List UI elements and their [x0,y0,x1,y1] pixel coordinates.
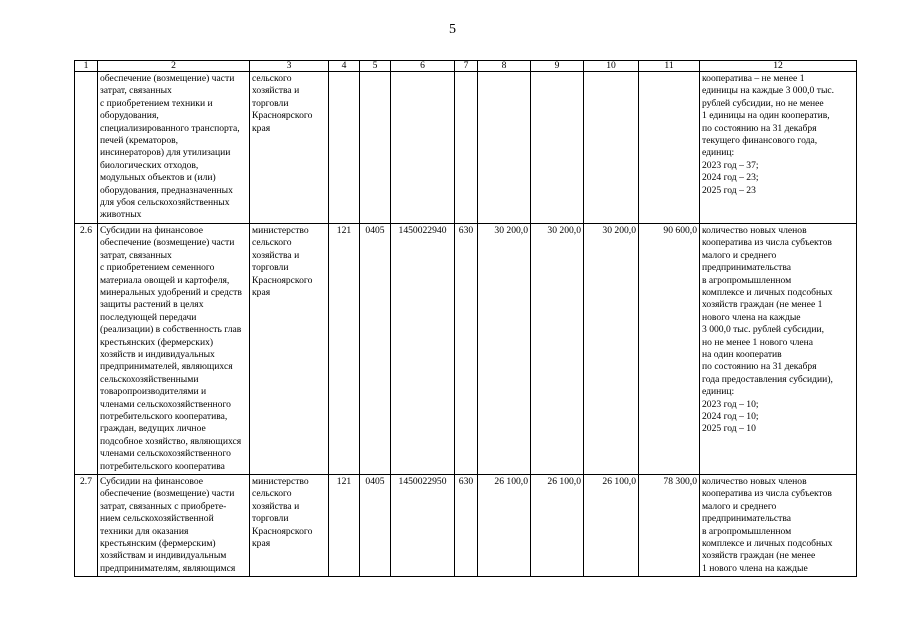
executor-name-line: сельского [252,237,292,249]
measure-name-line: для убоя сельскохозяйственных [100,197,230,209]
amount-total [639,72,700,224]
column-header-7: 7 [455,61,478,72]
executor-name-line: хозяйства и [252,85,300,97]
executor-name-line: торговли [252,97,289,109]
expected-result-line: малого и среднего [702,249,777,261]
measure-name-line: Субсидии на финансовое [100,476,204,487]
expected-result-line: количество новых членов [702,224,807,236]
measure-name-line: специализированного транспорта, [100,122,240,134]
measure-name-line: техники для оказания [100,525,189,537]
executor-name-line: края [252,122,271,134]
column-header-3: 3 [250,61,329,72]
expected-result-line: в агропромышленном [702,525,792,537]
code-rzpr [360,72,391,224]
executor-name [250,475,329,577]
measure-name-line: хозяйств и индивидуальных [100,348,215,360]
expected-result-line: единиц: [702,147,735,159]
code-grbs: 121 [329,475,360,577]
table-row [75,475,857,577]
column-header-6: 6 [391,61,455,72]
expected-result-line: хозяйств граждан (не менее [702,550,816,562]
measure-name-line: подсобное хозяйство, являющихся [100,435,242,447]
measure-name-line: (реализации) в собственность глав [100,324,242,336]
code-grbs: 121 [329,223,360,474]
expected-result-line: комплексе и личных подсобных [702,286,833,298]
row-number [75,72,98,224]
column-header-11: 11 [639,61,700,72]
expected-result-line: кооператива – не менее 1 [702,73,805,84]
expected-result-line: единиц: [702,386,735,398]
expected-result-line: на один кооператив [702,348,782,360]
executor-name-line: Красноярского [252,525,313,537]
measure-name-line: затрат, связанных с приобрете- [100,500,227,512]
expected-result-line: хозяйств граждан (не менее 1 [702,299,823,311]
measure-name-line: обеспечение (возмещение) части [100,73,235,84]
executor-name-line: Красноярского [252,110,313,122]
column-header-5: 5 [360,61,391,72]
amount-total: 90 600,0 [639,223,700,474]
code-rzpr: 0405 [360,223,391,474]
expected-result-line: комплексе и личных подсобных [702,538,833,550]
measure-name [98,223,250,474]
measure-name-line: минеральных удобрений и средств [100,286,242,298]
expected-result-line: 1 нового члена на каждые [702,562,808,574]
column-header-9: 9 [531,61,584,72]
amount-2024: 30 200,0 [531,223,584,474]
expected-result-line: 1 единицы на один кооператив, [702,110,830,122]
code-grbs [329,72,360,224]
amount-2025: 26 100,0 [584,475,639,577]
code-rzpr: 0405 [360,475,391,577]
measure-name-line: животных [100,209,142,221]
measure-name [98,72,250,224]
measure-name-line: потребительского кооператива [100,460,225,472]
expected-result-line: 2025 год – 23 [702,184,756,196]
measure-name-line: потребительского кооператива, [100,410,228,422]
amount-2024 [531,72,584,224]
measure-name-line: с приобретением техники и [100,97,213,109]
code-vr: 630 [455,475,478,577]
measure-name-line: сельскохозяйственными [100,373,199,385]
measure-name-line: предпринимателям, являющимся [100,562,236,574]
measure-name-line: затрат, связанных [100,249,172,261]
executor-name-line: торговли [252,513,289,525]
measure-name-line: материала овощей и картофеля, [100,274,230,286]
amount-2024: 26 100,0 [531,475,584,577]
measure-name-line: биологических отходов, [100,159,199,171]
measure-name [98,475,250,577]
measure-name-line: последующей передачи [100,311,197,323]
expected-result [700,72,857,224]
code-csr: 1450022950 [391,475,455,577]
measure-name-line: членами сельскохозяйственного [100,398,231,410]
code-vr: 630 [455,223,478,474]
header-row [75,61,857,72]
expected-result-line: текущего финансового года, [702,135,818,147]
executor-name [250,223,329,474]
expected-result-line: кооператива из числа субъектов [702,488,832,500]
code-csr [391,72,455,224]
measure-name-line: крестьянским (фермерским) [100,538,216,550]
executor-name-line: министерство [252,224,309,236]
expected-result-line: количество новых членов [702,476,807,487]
expected-result-line: предпринимательства [702,513,792,525]
expected-result-line: 3 000,0 тыс. рублей субсидии, [702,324,825,336]
executor-name-line: сельского [252,73,292,84]
expected-result-line: предпринимательства [702,262,792,274]
column-header-2: 2 [98,61,250,72]
expected-result-line: нового члена на каждые [702,311,801,323]
executor-name-line: края [252,286,271,298]
executor-name-line: министерство [252,476,309,487]
executor-name-line: хозяйства и [252,249,300,261]
column-header-4: 4 [329,61,360,72]
measure-name-line: инсинераторов) для утилизации [100,147,231,159]
table-row [75,72,857,224]
measure-name-line: затрат, связанных [100,85,172,97]
amount-2025: 30 200,0 [584,223,639,474]
expected-result-line: 2023 год – 37; [702,159,759,171]
expected-result-line: 2023 год – 10; [702,398,759,410]
executor-name [250,72,329,224]
column-header-1: 1 [75,61,98,72]
executor-name-line: Красноярского [252,274,313,286]
expected-result-line: года предоставления субсидии), [702,373,833,385]
measure-name-line: Субсидии на финансовое [100,224,204,236]
executor-name-line: торговли [252,262,289,274]
expected-result-line: 2025 год – 10 [702,423,756,435]
executor-name-line: хозяйства и [252,500,300,512]
measure-name-line: граждан, ведущих личное [100,423,206,435]
page-number: 5 [449,22,456,37]
executor-name-line: сельского [252,488,292,500]
expected-result-line: малого и среднего [702,500,777,512]
column-header-8: 8 [478,61,531,72]
measure-name-line: с приобретением семенного [100,262,215,274]
expected-result-line: по состоянию на 31 декабря [702,122,817,134]
measure-name-line: членами сельскохозяйственного [100,448,231,460]
expected-result-line: рублей субсидии, но не менее [702,97,824,109]
column-header-10: 10 [584,61,639,72]
table-row [75,223,857,474]
column-header-12: 12 [700,61,857,72]
measure-name-line: обеспечение (возмещение) части [100,237,235,249]
amount-total: 78 300,0 [639,475,700,577]
measure-name-line: нием сельскохозяйственной [100,513,214,525]
amount-2025 [584,72,639,224]
expected-result-line: но не менее 1 нового члена [702,336,814,348]
measure-name-line: товаропроизводителями и [100,386,207,398]
amount-2023: 30 200,0 [478,223,531,474]
measure-name-line: предпринимателей, являющихся [100,361,233,373]
measure-name-line: печей (крематоров, [100,135,179,147]
expected-result-line: 2024 год – 23; [702,172,759,184]
code-vr [455,72,478,224]
row-number: 2.7 [75,475,98,577]
measure-name-line: крестьянских (фермерских) [100,336,214,348]
program-table [74,60,857,577]
code-csr: 1450022940 [391,223,455,474]
expected-result-line: кооператива из числа субъектов [702,237,832,249]
measure-name-line: оборудования, [100,110,159,122]
executor-name-line: края [252,538,271,550]
measure-name-line: оборудования, предназначенных [100,184,233,196]
row-number: 2.6 [75,223,98,474]
expected-result-line: по состоянию на 31 декабря [702,361,817,373]
measure-name-line: хозяйствам и индивидуальным [100,550,227,562]
amount-2023: 26 100,0 [478,475,531,577]
measure-name-line: защиты растений в целях [100,299,204,311]
expected-result-line: единицы на каждые 3 000,0 тыс. [702,85,835,97]
expected-result-line: 2024 год – 10; [702,410,759,422]
expected-result-line: в агропромышленном [702,274,792,286]
measure-name-line: модульных объектов и (или) [100,172,216,184]
amount-2023 [478,72,531,224]
measure-name-line: обеспечение (возмещение) части [100,488,235,500]
expected-result [700,475,857,577]
expected-result [700,223,857,474]
